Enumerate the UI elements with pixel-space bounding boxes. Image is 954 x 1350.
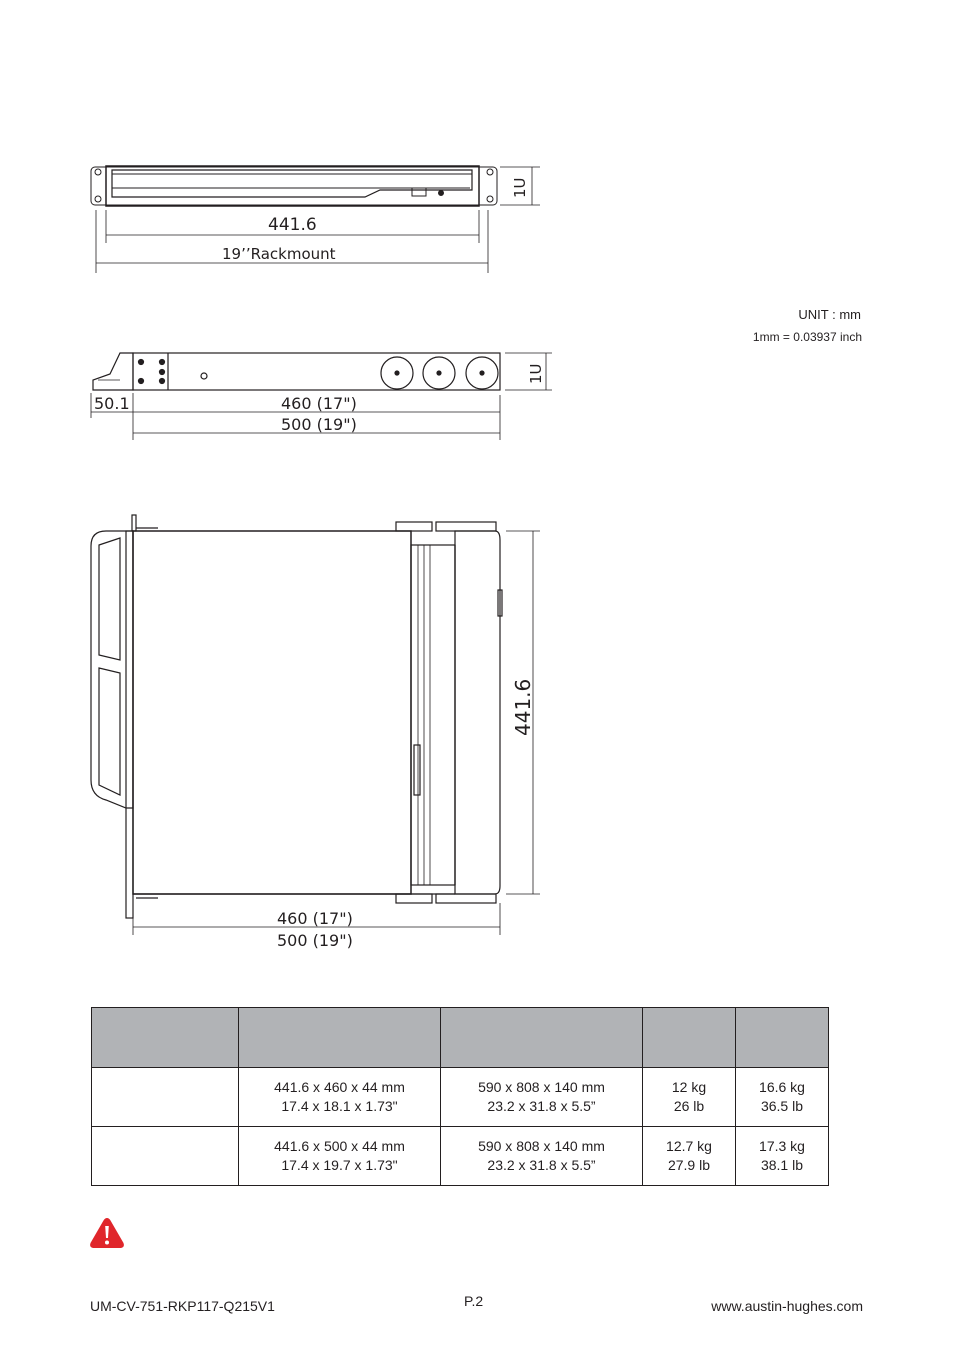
cell-package: 590 x 808 x 140 mm 23.2 x 31.8 x 5.5” [441,1127,643,1186]
header-dimensions [239,1008,441,1068]
top-view-drawing [91,515,540,935]
cell-gross-weight: 17.3 kg 38.1 lb [736,1127,829,1186]
rack-label: 19’’Rackmount [222,245,336,263]
spec-table [91,1007,829,1186]
header-package [441,1008,643,1068]
cell-net-weight: 12 kg 26 lb [643,1068,736,1127]
header-net-weight [643,1008,736,1068]
top-depth-label-1: 460 (17") [277,909,353,928]
cell-model [92,1127,239,1186]
table-header-row [92,1008,829,1068]
table-row [92,1068,829,1127]
table-row [92,1127,829,1186]
cell-dimensions: 441.6 x 460 x 44 mm 17.4 x 18.1 x 1.73" [239,1068,441,1127]
front-height-label: 1U [511,177,529,198]
header-model [92,1008,239,1068]
cell-net-weight: 12.7 kg 27.9 lb [643,1127,736,1186]
cell-dimensions: 441.6 x 500 x 44 mm 17.4 x 19.7 x 1.73" [239,1127,441,1186]
unit-label: UNIT : mm [798,307,861,322]
side-front-label: 50.1 [94,394,130,413]
cell-package: 590 x 808 x 140 mm 23.2 x 31.8 x 5.5” [441,1068,643,1127]
top-width-label: 441.6 [511,678,535,736]
side-depth-label-1: 460 (17") [281,394,357,413]
cell-gross-weight: 16.6 kg 36.5 lb [736,1068,829,1127]
front-width-label: 441.6 [268,215,317,235]
top-depth-label-2: 500 (19") [277,931,353,950]
cell-model [92,1068,239,1127]
side-depth-label-2: 500 (19") [281,415,357,434]
footer-page-number: P.2 [464,1293,484,1309]
side-height-label: 1U [527,363,545,384]
header-gross-weight [736,1008,829,1068]
footer-website: www.austin-hughes.com [711,1298,863,1314]
footer-doc-code: UM-CV-751-RKP117-Q215V1 [90,1298,275,1314]
unit-conversion: 1mm = 0.03937 inch [752,330,862,344]
warning-triangle-icon [88,1216,126,1250]
